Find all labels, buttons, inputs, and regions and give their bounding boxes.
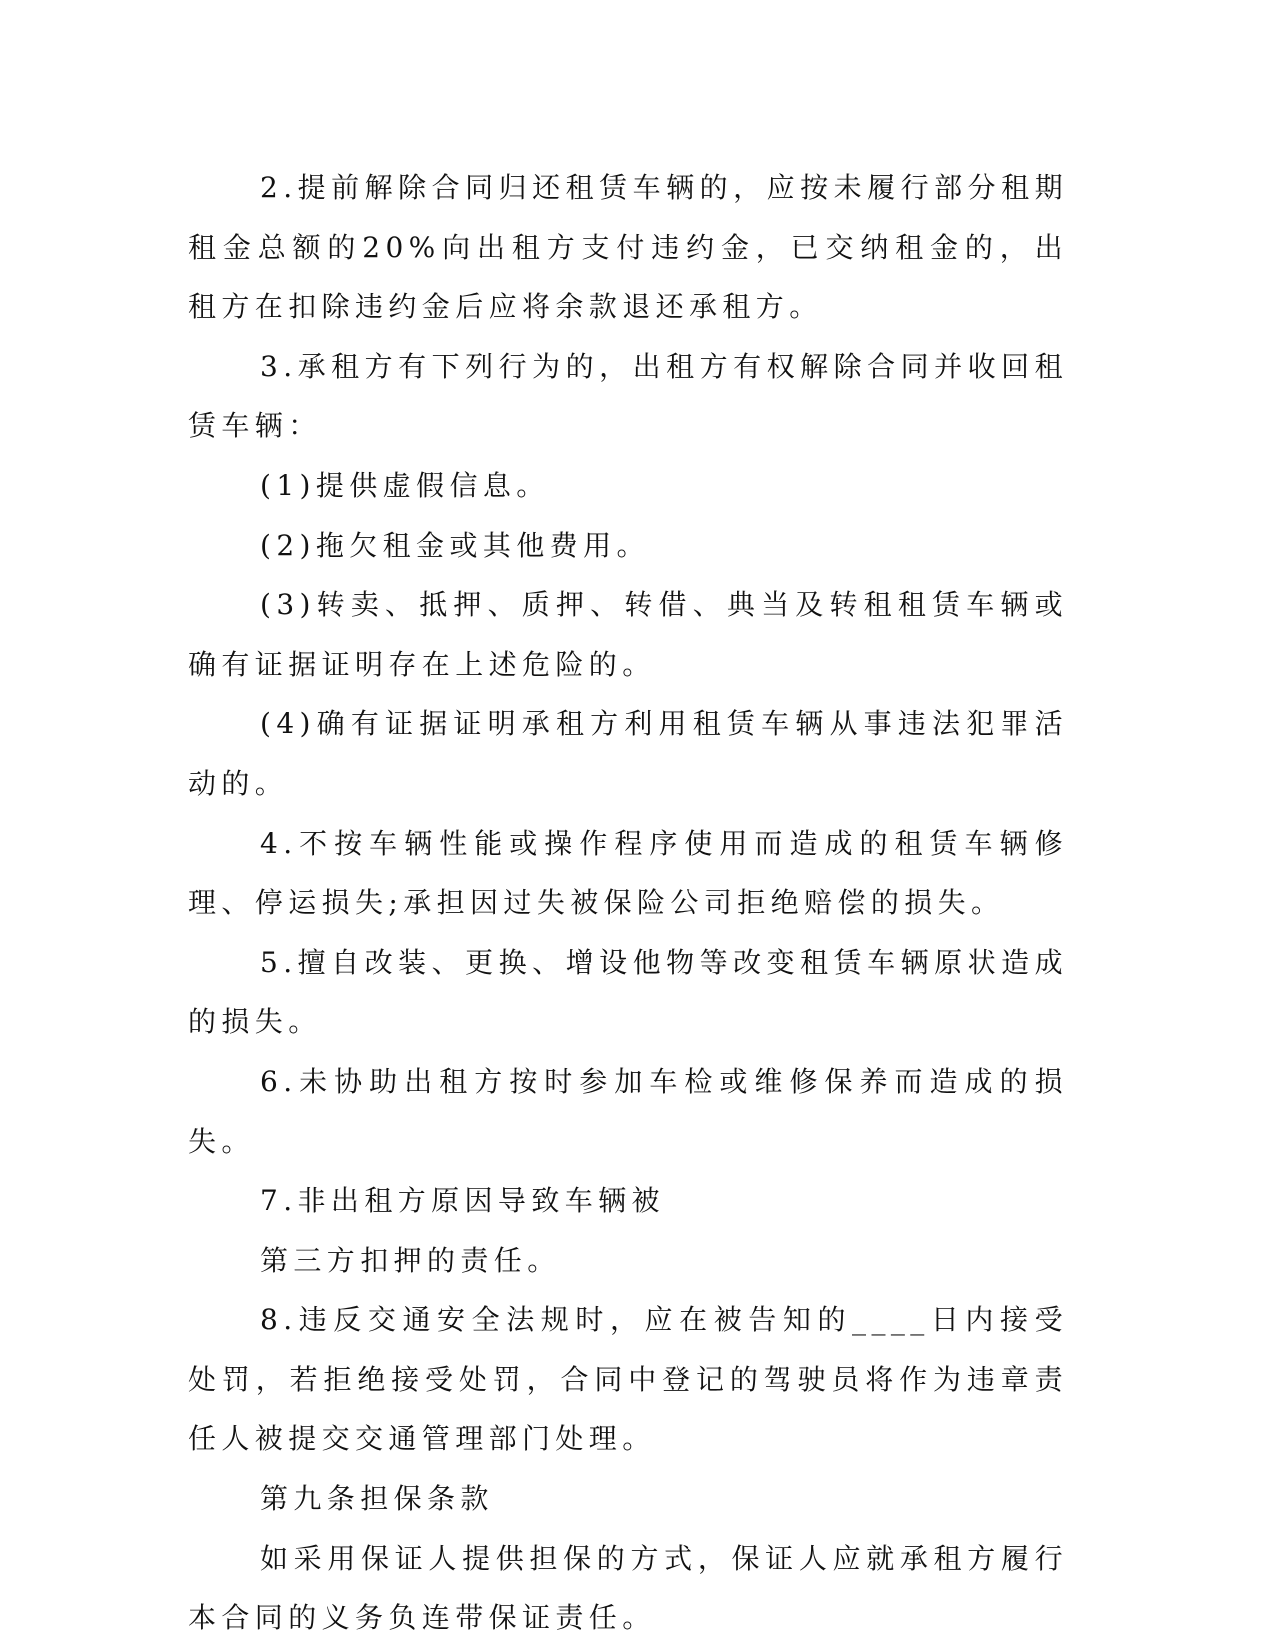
paragraph-item-4: (4)确有证据证明承租方利用租赁车辆从事违法犯罪活动的。 <box>188 707 1068 800</box>
paragraph-item-1: (1)提供虚假信息。 <box>260 468 550 502</box>
paragraph-clause-6: 6.未协助出租方按时参加车检或维修保养而造成的损失。 <box>188 1064 1068 1158</box>
paragraph-item-3: (3)转卖、抵押、质押、转借、典当及转租租赁车辆或确有证据证明存在上述危险的。 <box>188 588 1068 681</box>
paragraph-guarantee: 如采用保证人提供担保的方式，保证人应就承租方履行本合同的义务负连带保证责任。 <box>188 1541 1068 1635</box>
paragraph-item-2: (2)拖欠租金或其他费用。 <box>260 528 650 562</box>
paragraph-early-termination: 2.提前解除合同归还租赁车辆的，应按未履行部分租期租金总额的20%向出租方支付违约金，已交纳租金的，出租方在扣除违约金后应将余款退还承租方。 <box>188 171 1068 324</box>
section-heading-article-9: 第九条担保条款 <box>260 1482 494 1516</box>
paragraph-clause-7: 7.非出租方原因导致车辆被 <box>260 1184 665 1218</box>
document-body <box>188 158 1068 1648</box>
paragraph-clause-5: 5.擅自改装、更换、增设他物等改变租赁车辆原状造成的损失。 <box>188 945 1068 1039</box>
paragraph-clause-8: 8.违反交通安全法规时，应在被告知的____日内接受处罚，若拒绝接受处罚，合同中登记的驾驶员将作为违章责任人被提交交通管理部门处理。 <box>188 1303 1068 1456</box>
paragraph-clause-7-continued: 第三方扣押的责任。 <box>260 1243 561 1277</box>
paragraph-clause-4: 4.不按车辆性能或操作程序使用而造成的租赁车辆修理、停运损失;承担因过失被保险公司拒绝赔偿的损失。 <box>188 826 1068 920</box>
paragraph-termination-conditions: 3.承租方有下列行为的，出租方有权解除合同并收回租赁车辆： <box>188 349 1068 443</box>
